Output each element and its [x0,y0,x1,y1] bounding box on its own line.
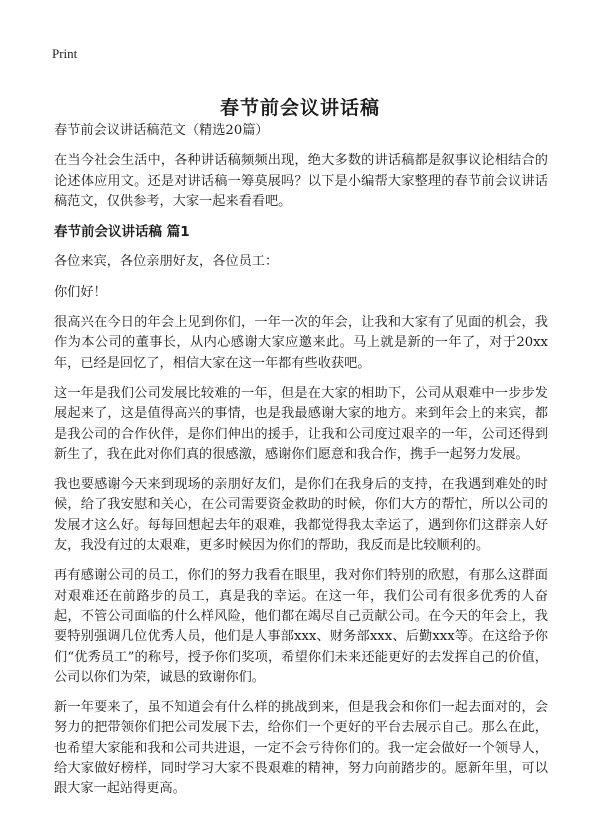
print-link[interactable]: Print [52,46,78,61]
greeting-paragraph: 各位来宾，各位亲朋好友，各位员工： [54,254,279,270]
body-paragraph: 我也要感谢今天来到现场的亲朋好友们，是你们在我身后的支持，在我遇到难处的时候，给了我安慰和关心，在公司需要资金救助的时候，你们大方的帮忙，所以公司的发展才这么好。每每回想起去年的艰难，我都觉得我太幸运了，遇到你们这群亲人好友，我没有过的太艰难，更多时候因为你们的帮助，我反而是比较顺利的。 [54,477,548,554]
page-title: 春节前会议讲话稿 [219,96,380,119]
intro-paragraph: 在当今社会生活中，各种讲话稿频频出现，绝大多数的讲话稿都是叙事议论相结合的论述体应用文。还是对讲话稿一筹莫展吗？以下是小编帮大家整理的春节前会议讲话稿范文，仅供参考，大家一起来看看吧。 [54,153,548,209]
section-heading: 春节前会议讲话稿 篇1 [54,224,190,241]
body-paragraph: 这一年是我们公司发展比较难的一年，但是在大家的相助下，公司从艰难中一步步发展起来了，这是值得高兴的事情，也是我最感谢大家的地方。来到年会上的来宾，都是我公司的合作伙伴，是你们伸出的援手，让我和公司度过艰辛的一年，公司还得到新生了，我在此对你们真的很感激，感谢你们愿意和我合作，携手一起努力发展。 [54,385,548,462]
article-body [54,121,548,810]
hello-paragraph: 你们好！ [54,284,107,300]
body-paragraph: 新一年要来了，虽不知道会有什么样的挑战到来，但是我会和你们一起去面对的，会努力的把带领你们把公司发展下去，给你们一个更好的平台去展示自己。那么在此，也希望大家能和我和公司共进退，一定不会亏待你们的。我一定会做好一个领导人，给大家做好榜样，同时学习大家不畏艰难的精神，努力向前踏步的。愿新年里，可以跟大家一起站得更高。 [54,700,548,797]
body-paragraph: 很高兴在今日的年会上见到你们，一年一次的年会，让我和大家有了见面的机会，我作为本公司的董事长，从内心感谢大家应邀来此。马上就是新的一年了，对于20xx年，已经是回忆了，相信大家在这一年都有些收获吧。 [54,315,548,371]
body-paragraph: 再有感谢公司的员工，你们的努力我看在眼里，我对你们特别的欣慰，有那么这群面对艰难还在前路步的员工，真是我的幸运。在这一年，我们公司有很多优秀的人奋起，不管公司面临的什么样风险，他们都在竭尽自己贡献公司。在今天的年会上，我要特别强调几位优秀人员，他们是人事部xxx、财务部xxx、后勤xxx等。在这给予你们“优秀员工”的称号，授予你们奖项，希望你们未来还能更好的去发挥自己的价值，公司以你们为荣，诚恳的致谢你们。 [54,568,548,685]
article-subtitle: 春节前会议讲话稿范文（精选20篇） [54,123,269,138]
